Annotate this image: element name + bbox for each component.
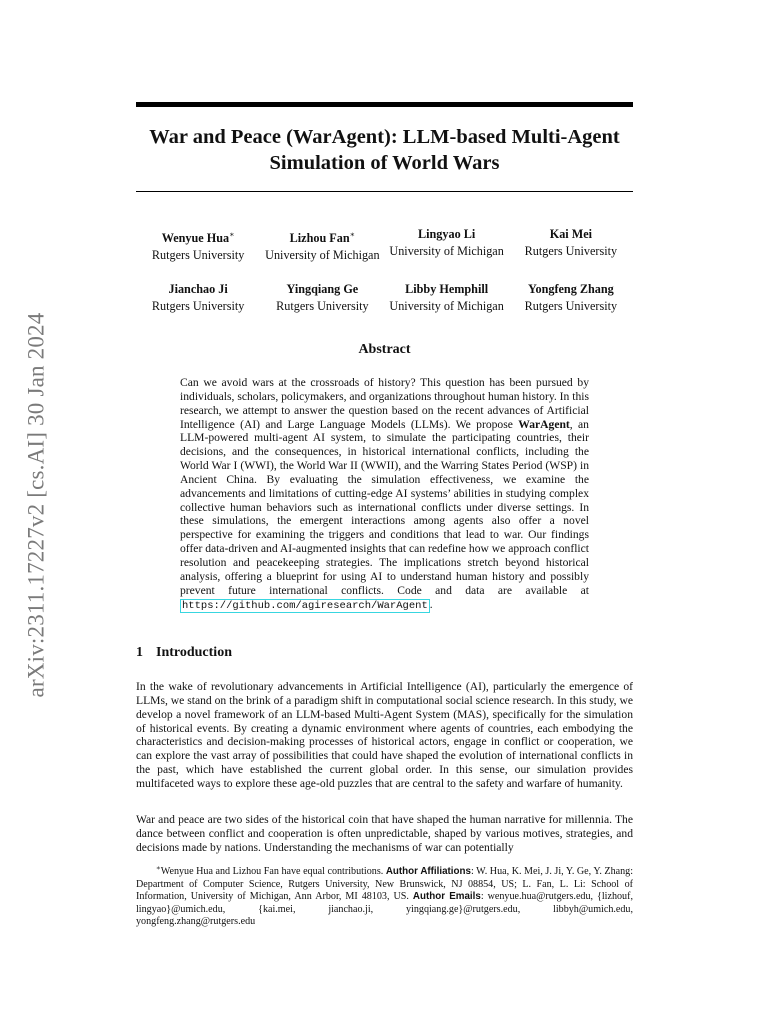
abstract-text: Can we avoid wars at the crossroads of history? This question has been pursued by individuals, scholars, policymakers, and organizations throughout human history. In this research, we attempt to answer the question based on the recent advances of Artificial Intelligence (AI) and Large Language Models (LLMs). We propose WarAgent, an LLM-powered multi-agent AI system, to simulate the participating countries, their decisions, and the consequences, in historical international conflicts, including the World War I (WWI), the World War II (WWII), and the Warring States Period (WSP) in Ancient China. By evaluating the simulation effectiveness, we examine the advancements and limitations of cutting-edge AI systems’ abilities in studying complex collective human behaviors such as international conflicts under diverse settings. In these simulations, the emergent interactions among agents also offer a novel perspective for examining the triggers and conditions that lead to war. Our findings offer data-driven and AI-augmented insights that can redefine how we approach conflict resolution and peacekeeping strategies. The implications stretch beyond historical analysis, offering a blueprint for using AI to understand human history and possibly prevent future international conflicts. Code and data are available at https://github.com/agiresearch/WarAgent . xyxy=(180,376,589,612)
title-bottom-rule xyxy=(136,191,633,192)
author-affiliation: Rutgers University xyxy=(151,248,245,263)
author-entry xyxy=(509,281,633,315)
code-link[interactable]: https://github.com/agiresearch/WarAgent xyxy=(182,599,428,612)
author-affiliation: Rutgers University xyxy=(524,244,618,258)
author-affiliation: University of Michigan xyxy=(389,299,504,314)
author-affiliation: University of Michigan xyxy=(265,248,380,263)
author-name: Lizhou Fan∗ xyxy=(289,230,356,246)
intro-paragraph-1: In the wake of revolutionary advancements in Artificial Intelligence (AI), particularly the emergence of LLMs, we stand on the brink of a paradigm shift in computational social science research. In this study, we develop a novel framework of an LLM-based Multi-Agent System (MAS), specifically for the simulation of historical events. By creating a dynamic environment where agents of countries, each embodying the characteristics and decision-making processes of historical actors, engage in conflict or cooperation, we can explore the vast array of possibilities that could have shaped the evolution of international conflicts in the past, which have established the current global order. In this sense, our simulation provides multifaceted ways to explore these age-old puzzles that are central to the safety and warfare of humanity. xyxy=(136,680,633,790)
author-entry xyxy=(136,281,260,315)
author-name: Yongfeng Zhang xyxy=(528,282,614,297)
footnote-label-affiliations: Author Affiliations xyxy=(385,866,471,877)
author-entry xyxy=(260,281,384,315)
author-name: Wenyue Hua∗ xyxy=(161,230,235,246)
equal-contribution-mark: ∗ xyxy=(349,230,356,239)
arxiv-stamp xyxy=(14,290,58,720)
equal-contribution-mark: ∗ xyxy=(229,230,235,239)
author-name: Yingqiang Ge xyxy=(286,282,359,297)
author-entry xyxy=(385,226,509,264)
author-entry xyxy=(136,226,260,264)
section-heading-introduction xyxy=(136,645,633,661)
author-block xyxy=(136,226,633,315)
title-line-2: Simulation of World Wars xyxy=(269,152,500,174)
title-top-rule xyxy=(136,102,633,107)
author-affiliation: Rutgers University xyxy=(276,299,369,314)
footnote-label-emails: Author Emails xyxy=(412,891,481,903)
footnote-mark: ∗ xyxy=(156,863,161,872)
paper-title xyxy=(136,124,633,176)
intro-paragraph-2: War and peace are two sides of the historical coin that have shaped the human narrative for millennia. The dance between conflict and cooperation is often unpredictable, shaped by various motives, strategies, and decisions made by nations. Understanding the mechanisms of war can potentially xyxy=(136,813,633,854)
abstract-heading: Abstract xyxy=(358,342,411,357)
author-entry xyxy=(509,226,633,264)
author-entry xyxy=(260,226,384,264)
author-affiliation: Rutgers University xyxy=(151,299,245,314)
section-title: Introduction xyxy=(156,645,232,660)
section-number: 1 xyxy=(136,645,143,660)
title-line-1: War and Peace (WarAgent): LLM-based Multi-Agent xyxy=(149,126,620,148)
footnote: ∗Wenyue Hua and Lizhou Fan have equal contributions. Author Affiliations: W. Hua, K. Mei, J. Ji, Y. Ge, Y. Zhang: Department of Computer Science, Rutgers University, New Brunswick, NJ 08854, US; L. Fan, L. Li: School of Information, University of Michigan, Ann Arbor, MI 48103, US. Author Emails: wenyue.hua@rutgers.edu, {lizhouf, lingyao}@umich.edu, {kai.mei, jianchao.ji, yingqiang.ge}@rutgers.edu, libbyh@umich.edu, yongfeng.zhang@rutgers.edu xyxy=(136,863,634,928)
author-name: Libby Hemphill xyxy=(405,282,489,297)
author-name: Lingyao Li xyxy=(418,227,476,241)
author-affiliation: Rutgers University xyxy=(524,299,618,314)
author-name: Jianchao Ji xyxy=(168,282,228,297)
author-name: Kai Mei xyxy=(549,227,593,241)
arxiv-stamp-text: arXiv:2311.17227v2 [cs.AI] 30 Jan 2024 xyxy=(23,312,49,698)
author-affiliation: University of Michigan xyxy=(389,244,504,258)
author-entry xyxy=(385,281,509,315)
system-name: WarAgent xyxy=(518,417,570,431)
